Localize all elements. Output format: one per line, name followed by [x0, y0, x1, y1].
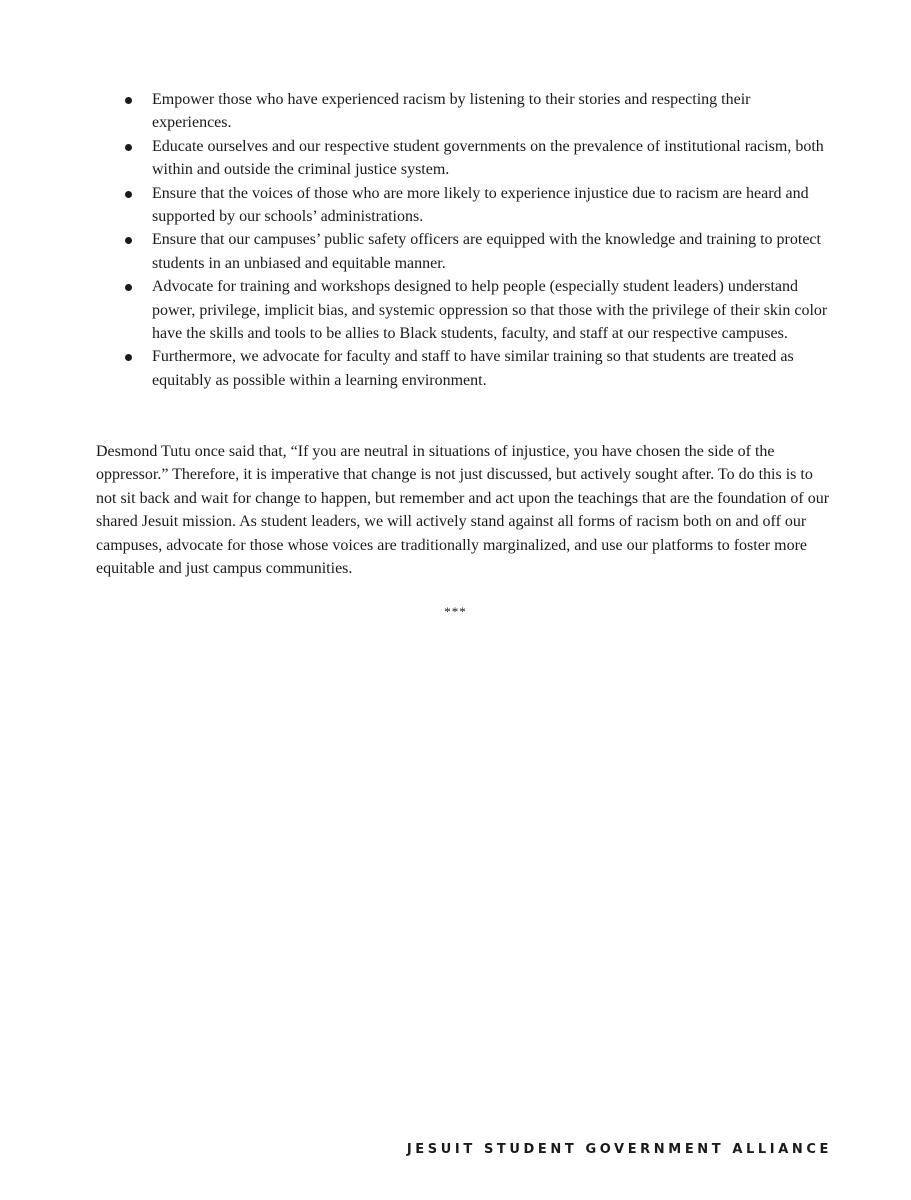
list-item-text: Ensure that the voices of those who are more likely to experience injustice due to racism are heard and supported by our schools’ administrations.	[152, 184, 809, 226]
list-item-text: Educate ourselves and our respective student governments on the prevalence of institutional racism, both within and outside the criminal justice system.	[152, 137, 824, 179]
section-separator: ***	[444, 604, 467, 619]
list-item	[125, 88, 831, 135]
commitments-list	[125, 88, 831, 392]
footer-organization-name: JESUIT STUDENT GOVERNMENT ALLIANCE	[406, 1142, 832, 1157]
bullet-icon	[125, 97, 132, 104]
list-item	[125, 228, 831, 275]
list-item	[125, 182, 831, 229]
list-item-text: Advocate for training and workshops designed to help people (especially student leaders) understand power, privilege, implicit bias, and systemic oppression so that those with the privilege of their skin color have the skills and tools to be allies to Black students, faculty, and staff at our respective campuses.	[152, 278, 828, 343]
closing-paragraph: Desmond Tutu once said that, “If you are neutral in situations of injustice, you have chosen the side of the oppressor.” Therefore, it is imperative that change is not just discussed, but actively sought after. To do this is to not sit back and wait for change to happen, but remember and act upon the teachings that are the foundation of our shared Jesuit mission. As student leaders, we will actively stand against all forms of racism both on and off our campuses, advocate for those whose voices are traditionally marginalized, and use our platforms to foster more equitable and just campus communities.	[96, 443, 830, 578]
list-item	[125, 135, 831, 182]
list-item	[125, 345, 831, 392]
list-item-text: Furthermore, we advocate for faculty and staff to have similar training so that students are treated as equitably as possible within a learning environment.	[152, 348, 794, 389]
bullet-icon	[125, 191, 132, 198]
bullet-icon	[125, 237, 132, 244]
bullet-icon	[125, 144, 132, 151]
list-item-text: Ensure that our campuses’ public safety officers are equipped with the knowledge and training to protect students in an unbiased and equitable manner.	[152, 231, 821, 272]
list-item-text: Empower those who have experienced racism by listening to their stories and respecting their experiences.	[152, 91, 751, 132]
bullet-icon	[125, 354, 132, 361]
list-item	[125, 275, 831, 345]
bullet-icon	[125, 284, 132, 291]
